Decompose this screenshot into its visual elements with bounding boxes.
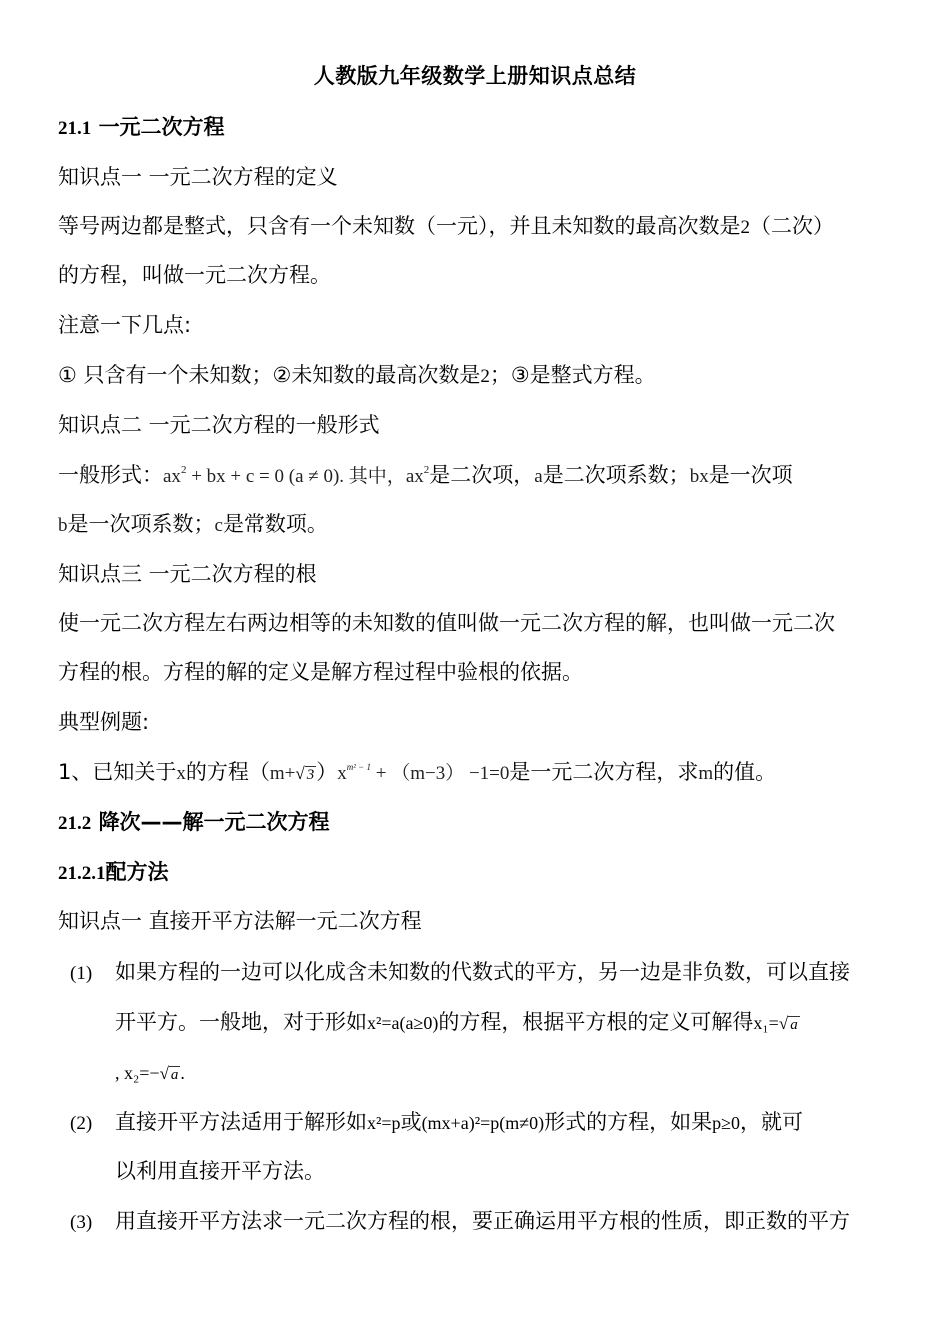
term: ax: [163, 466, 181, 487]
section-label: 配方法: [105, 860, 169, 884]
section-heading-21-2-1: [58, 857, 169, 889]
sqrt-symbol: √ a: [778, 1014, 798, 1033]
term: x: [176, 763, 186, 784]
equation: x²=a(a≥0): [367, 1013, 439, 1033]
sqrt-symbol: √ 3: [295, 764, 315, 783]
section-number: 21.2.1: [58, 863, 106, 884]
example-1: [58, 757, 776, 790]
text: 是一次项: [708, 463, 793, 487]
text: 是二次项系数；: [542, 463, 690, 487]
section-heading-21-1: [58, 112, 225, 144]
label: 一般形式：: [58, 463, 163, 487]
term: , x₂=−: [115, 1063, 160, 1083]
radicand: 3: [306, 767, 315, 783]
term: [406, 466, 429, 487]
item-1-line2: [115, 1007, 800, 1040]
item-2-line1: [115, 1107, 803, 1138]
text: 等号两边都是整式，只含有一个未知数（一元），并且未知数的最高次数是: [58, 214, 741, 238]
kp1-definition-line2: 的方程，叫做一元二次方程。: [58, 263, 331, 287]
text: 或: [400, 1110, 422, 1134]
kp2-general-form: [58, 460, 793, 492]
text: 形式的方程，如果: [544, 1110, 713, 1134]
term: a: [534, 466, 543, 487]
example-title: 典型例题:: [58, 710, 150, 734]
section-number: 21.2: [58, 813, 92, 834]
kp1-definition-line1: [58, 211, 834, 243]
section-number: 21.1: [58, 118, 92, 139]
exponent: 2: [423, 464, 430, 476]
term: + （m−3） −1=0: [371, 763, 510, 784]
equation: (mx+a)²=p(m≠0): [421, 1113, 545, 1133]
item-number: (2): [70, 1113, 93, 1134]
term: + bx + c = 0 (a ≠ 0): [186, 466, 340, 487]
text: 是一元二次方程，求: [509, 760, 699, 784]
term: ax: [405, 466, 424, 487]
page-title: 人教版九年级数学上册知识点总结: [313, 64, 637, 88]
text: ① 只含有一个未知数；②未知数的最高次数是: [58, 363, 481, 387]
item-1-number: [70, 957, 92, 989]
condition: p≥0: [712, 1113, 740, 1133]
section-label: 降次——解一元二次方程: [98, 810, 330, 834]
term: x₁=: [753, 1013, 779, 1033]
equation: x²=p: [367, 1113, 401, 1133]
item-number: (3): [70, 1212, 93, 1233]
note-items: [58, 360, 656, 392]
section-label: 一元二次方程: [98, 115, 225, 139]
exponent: 2: [180, 464, 187, 476]
kp-direct-title: 知识点一 直接开平方法解一元二次方程: [58, 909, 422, 933]
term: m+: [269, 763, 296, 784]
text: 是常数项。: [222, 512, 328, 536]
text: ）: [316, 760, 338, 784]
item-number: (1): [70, 963, 93, 984]
text: ，就可: [740, 1110, 803, 1134]
note-title: 注意一下几点:: [58, 313, 192, 337]
text: . 其中，: [339, 466, 406, 487]
term: m: [698, 763, 714, 784]
radicand: a: [790, 1017, 798, 1033]
item-1-line1: 如果方程的一边可以化成含未知数的代数式的平方，另一边是非负数，可以直接: [115, 960, 850, 984]
item-2-line2: 以利用直接开平方法。: [115, 1159, 325, 1183]
term: bx: [689, 466, 709, 487]
number: 2: [740, 217, 750, 238]
text: 的值。: [713, 760, 777, 784]
text: 直接开平方法适用于解形如: [115, 1110, 367, 1134]
item-3-number: [70, 1206, 92, 1238]
radicand: a: [170, 1067, 179, 1083]
sqrt-symbol: √ a: [159, 1064, 179, 1083]
kp3-title: 知识点三 一元二次方程的根: [58, 562, 317, 586]
text: 开平方。一般地，对于形如: [115, 1010, 367, 1034]
term: b: [58, 515, 68, 536]
equation: [163, 466, 339, 487]
text: ；③是整式方程。: [489, 363, 656, 387]
text: 的方程（: [185, 760, 270, 784]
number: 2: [480, 366, 490, 387]
item-3-line1: 用直接开平方法求一元二次方程的根，要正确运用平方根的性质，即正数的平方: [115, 1209, 850, 1233]
kp2-general-form-cont: [58, 509, 328, 541]
item-2-number: [70, 1107, 92, 1139]
kp3-text-line1: 使一元二次方程左右两边相等的未知数的值叫做一元二次方程的解，也叫做一元二次: [58, 611, 835, 635]
text: .: [180, 1063, 185, 1083]
item-1-line3: [115, 1057, 185, 1090]
text: （二次）: [750, 214, 834, 238]
term: x: [337, 763, 347, 784]
text: 的方程，根据平方根的定义可解得: [438, 1010, 754, 1034]
power: [337, 763, 371, 784]
text: 是二次项，: [429, 463, 535, 487]
kp3-text-line2: 方程的根。方程的解的定义是解方程过程中验根的依据。: [58, 660, 583, 684]
kp1-title: 知识点一 一元二次方程的定义: [58, 165, 338, 189]
text: 是一次项系数；: [67, 512, 215, 536]
section-heading-21-2: [58, 807, 330, 839]
kp2-title: 知识点二 一元二次方程的一般形式: [58, 413, 380, 437]
exponent: m² − 1: [346, 762, 371, 772]
text: 1、已知关于: [58, 760, 177, 784]
term: c: [214, 515, 223, 536]
